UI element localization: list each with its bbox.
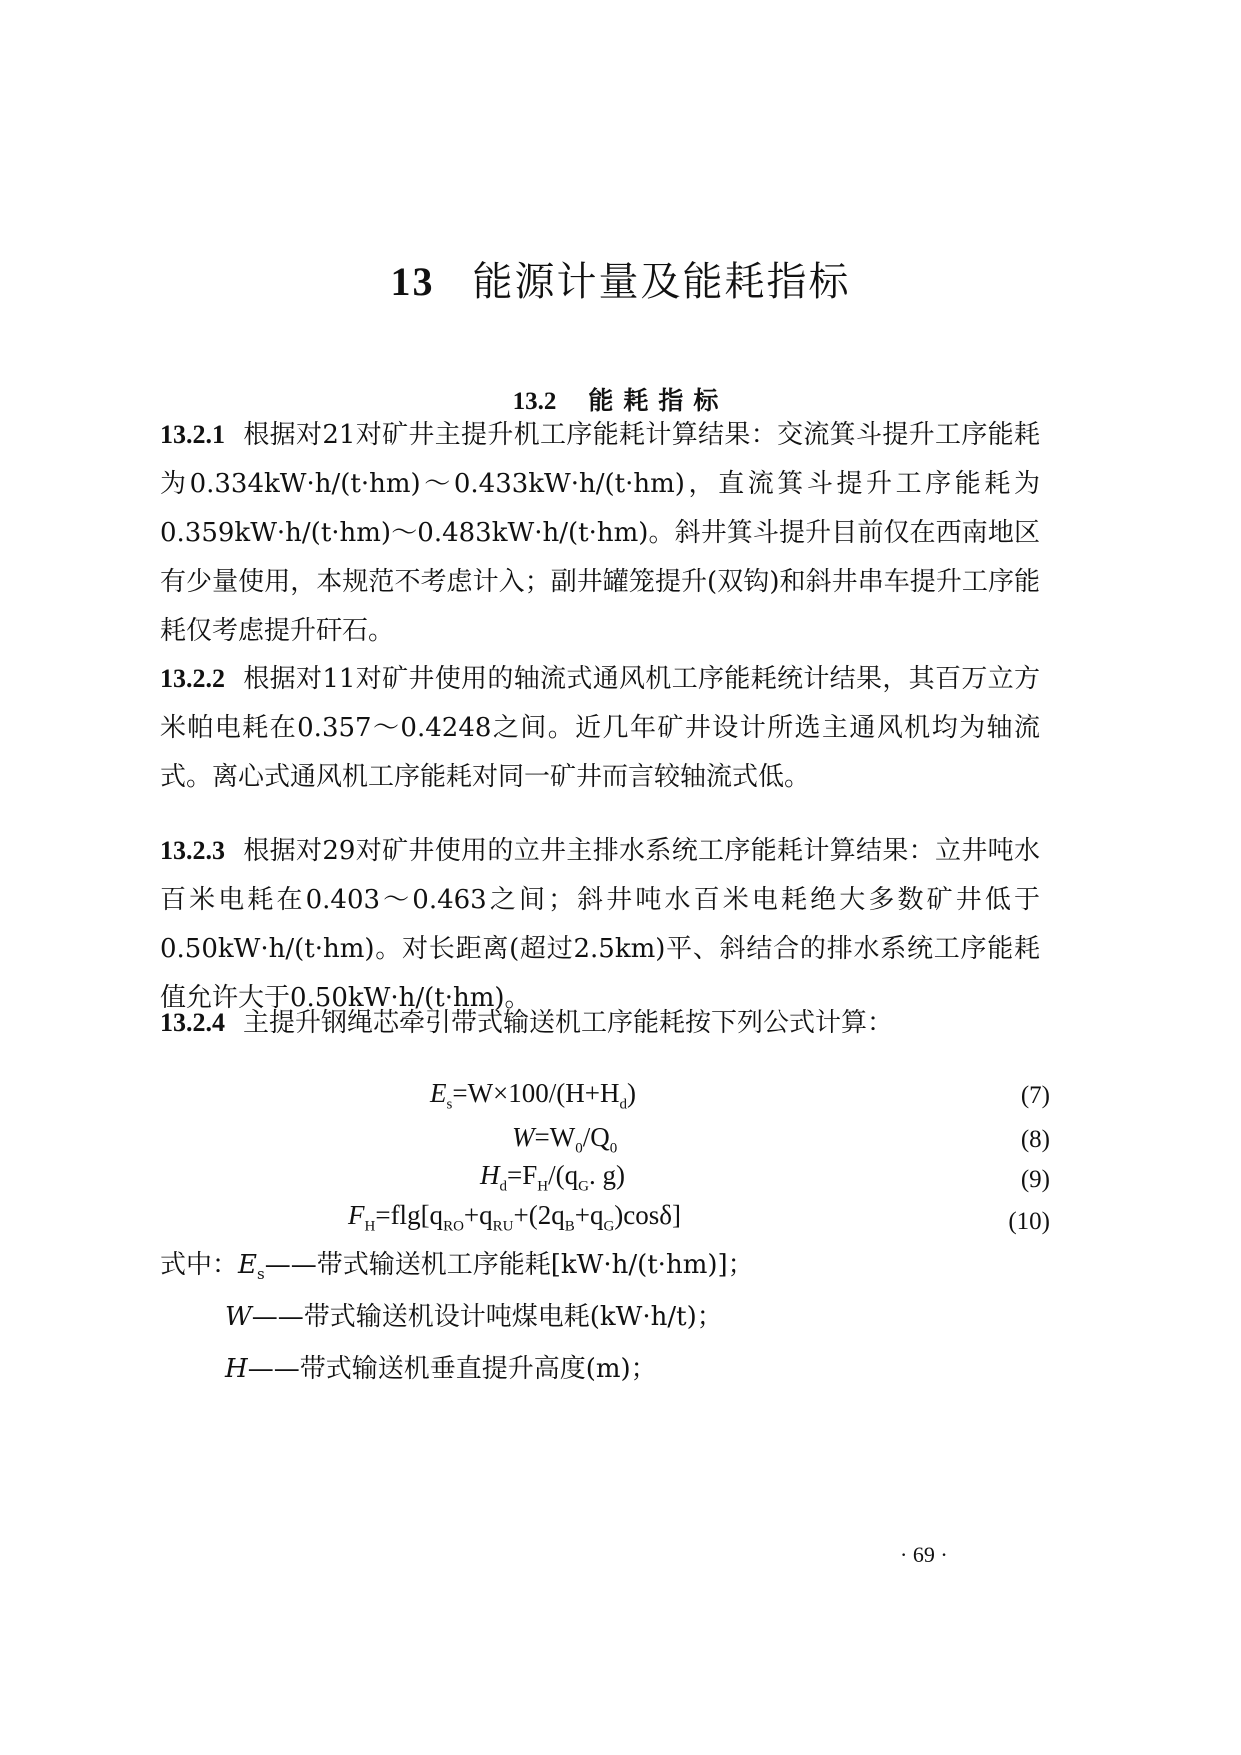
eq-expression: /(q [548, 1160, 579, 1190]
where-subscript: s [257, 1265, 265, 1284]
where-dash: —— [264, 1250, 317, 1280]
clause-number: 13.2.1 [160, 420, 225, 449]
eq-subscript: RO [443, 1218, 464, 1235]
where-item-w [225, 1296, 723, 1333]
clause-13-2-1 [160, 410, 1040, 656]
eq-expression: =flg[q [375, 1200, 444, 1230]
where-description: 带式输送机垂直提升高度(m)； [299, 1354, 657, 1384]
equation-8 [512, 1122, 617, 1157]
equation-number-7: (7) [1020, 1082, 1050, 1109]
eq-subscript: 0 [575, 1140, 583, 1157]
clause-number: 13.2.2 [160, 664, 225, 693]
where-item-h [225, 1348, 657, 1385]
equation-number-8: (8) [1020, 1126, 1050, 1153]
clause-number: 13.2.4 [160, 1008, 225, 1037]
chapter-title [0, 250, 1241, 307]
where-symbol: E [238, 1250, 257, 1280]
chapter-number: 13 [390, 259, 435, 304]
equation-number-9: (9) [1020, 1166, 1050, 1193]
where-description: 带式输送机设计吨煤电耗(kW·h/t)； [303, 1302, 723, 1332]
where-item-es [160, 1244, 754, 1283]
where-description: 带式输送机工序能耗[kW·h/(t·hm)]； [316, 1250, 754, 1280]
eq-expression: =F [507, 1160, 538, 1190]
eq-symbol: F [348, 1200, 365, 1230]
eq-expression: +(2q [513, 1200, 565, 1230]
eq-subscript: H [364, 1218, 376, 1235]
eq-expression: /Q [582, 1122, 610, 1152]
clause-text: 根据对21对矿井主提升机工序能耗计算结果：交流箕斗提升工序能耗为0.334kW·h/(t·hm)～0.433kW·h/(t·hm)，直流箕斗提升工序能耗为0.359kW·h/(t·hm)～0.483kW·h/(t·hm)。斜井箕斗提升目前仅在西南地区有少量使用，本规范不考虑计入；副井罐笼提升(双钩)和斜井串车提升工序能耗仅考虑提升矸石。 [160, 420, 1040, 646]
equation-7 [430, 1078, 636, 1113]
eq-expression: )cosδ] [614, 1200, 681, 1230]
where-symbol: W [225, 1302, 252, 1332]
eq-subscript: RU [492, 1218, 514, 1235]
eq-symbol: E [430, 1078, 447, 1108]
eq-subscript: G [578, 1178, 589, 1195]
clause-13-2-4 [160, 998, 1040, 1048]
eq-expression: ) [627, 1078, 636, 1108]
section-title-text: 能耗指标 [588, 386, 729, 415]
where-dash: —— [247, 1354, 300, 1384]
eq-expression: +q [463, 1200, 493, 1230]
chapter-title-text: 能源计量及能耗指标 [472, 259, 851, 305]
eq-subscript: B [564, 1218, 575, 1235]
eq-subscript: 0 [609, 1140, 618, 1157]
eq-subscript: G [603, 1218, 615, 1235]
equation-10 [348, 1200, 681, 1235]
eq-expression: . g) [588, 1160, 625, 1190]
eq-subscript: H [537, 1178, 549, 1195]
clause-13-2-2 [160, 654, 1040, 802]
eq-expression: =W [534, 1122, 576, 1152]
eq-expression: =W×100/(H+H [452, 1078, 620, 1108]
eq-subscript: d [619, 1096, 627, 1113]
where-symbol: H [225, 1354, 248, 1384]
page-number: · 69 · [900, 1542, 948, 1567]
eq-subscript: d [499, 1178, 507, 1195]
equation-number-10: (10) [1008, 1208, 1050, 1235]
eq-symbol: H [480, 1160, 500, 1190]
clause-13-2-3 [160, 826, 1040, 1023]
eq-subscript: s [446, 1096, 453, 1113]
eq-expression: +q [574, 1200, 604, 1230]
where-prefix: 式中： [160, 1250, 239, 1280]
where-dash: —— [251, 1302, 304, 1332]
eq-symbol: W [512, 1122, 535, 1152]
clause-text: 根据对29对矿井使用的立井主排水系统工序能耗计算结果：立井吨水百米电耗在0.403～0.463之间；斜井吨水百米电耗绝大多数矿井低于0.50kW·h/(t·hm)。对长距离(超过2.5km)平、斜结合的排水系统工序能耗值允许大于0.50kW·h/(t·hm)。 [160, 836, 1040, 1013]
section-number: 13.2 [512, 388, 557, 415]
clause-text: 主提升钢绳芯牵引带式输送机工序能耗按下列公式计算： [243, 1008, 894, 1038]
clause-text: 根据对11对矿井使用的轴流式通风机工序能耗统计结果，其百万立方米帕电耗在0.357～0.4248之间。近几年矿井设计所选主通风机均为轴流式。离心式通风机工序能耗对同一矿井而言较轴流式低。 [160, 664, 1040, 792]
clause-number: 13.2.3 [160, 836, 225, 865]
equation-9 [480, 1160, 625, 1195]
